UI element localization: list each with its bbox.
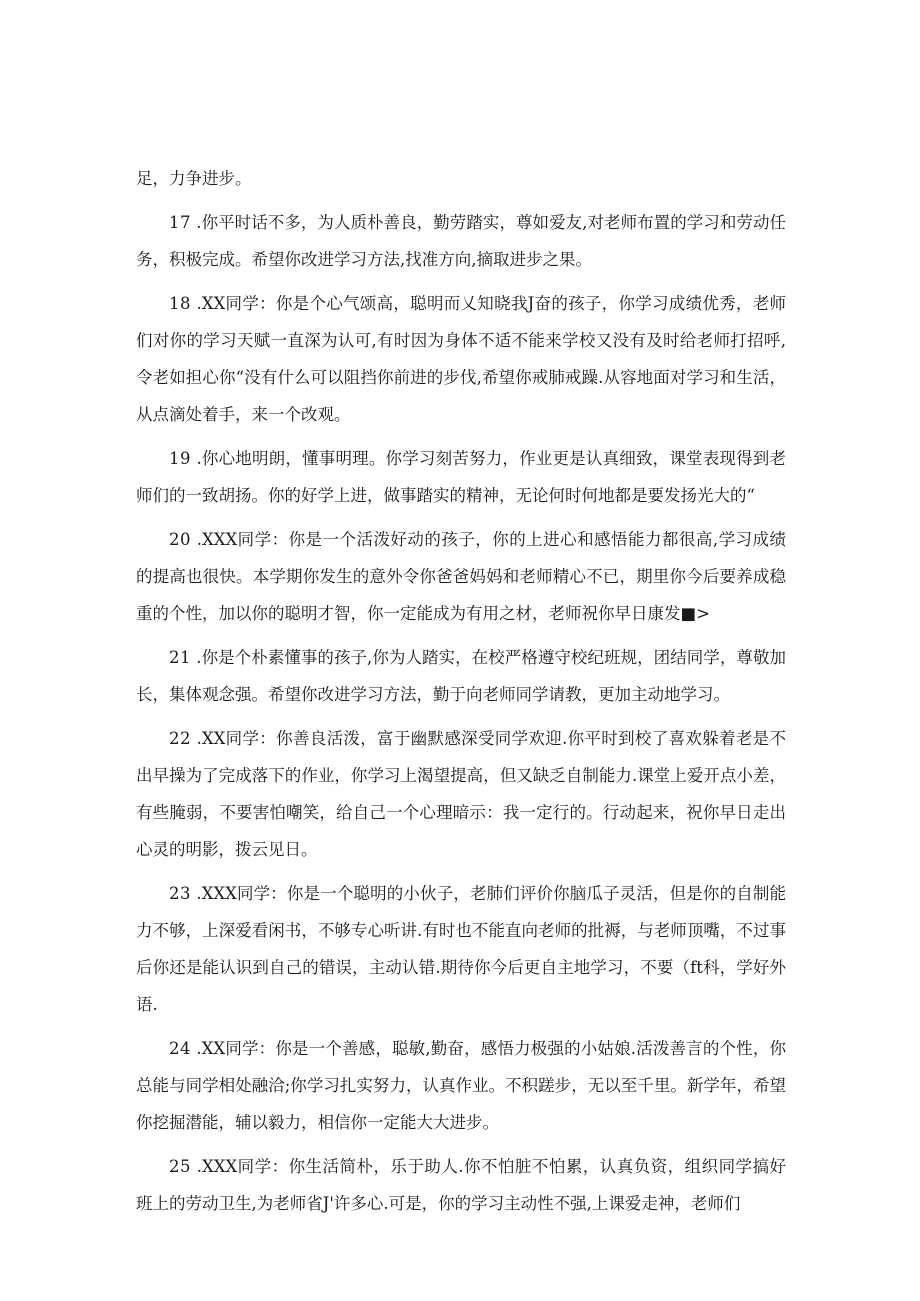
paragraph-text: .你心地明朗，懂事明理。你学习刻苦努力，作业更是认真细致，课堂表现得到老师们的一致胡扬。你的好学上进，做事踏实的精神，无论何时何地都是要发扬光大的“ — [136, 449, 787, 505]
paragraph-text: .XXX同学：你是一个活泼好动的孩子，你的上进心和感悟能力都很高,学习成绩的提高也很快。本学期你发生的意外令你爸爸妈妈和老师精心不已，期里你今后要养成稳重的个性，加以你的聪明才智，你一定能成为有用之材，老师祝你早日康发■> — [136, 530, 786, 623]
paragraph-number: 19 — [169, 449, 191, 468]
paragraph-17 — [136, 204, 786, 278]
paragraph-24 — [136, 1030, 786, 1141]
document-body — [136, 160, 786, 1229]
paragraph-23 — [136, 875, 786, 1023]
paragraph-text: .XX同学：你是一个善感，聪敏,勤奋，感悟力极强的小姑娘.活泼善言的个性，你总能与同学相处融洽;你学习扎实努力，认真作业。不积蹉步，无以至千里。新学年，希望你挖掘潜能，辅以毅力，相信你一定能大大进步。 — [136, 1039, 786, 1132]
paragraph-number: 21 — [169, 648, 191, 667]
paragraph-22 — [136, 720, 786, 868]
paragraph-continuation — [136, 160, 786, 197]
paragraph-text: .XXX同学：你生活简朴，乐于助人.你不怕脏不怕累，认真负资，组织同学搞好班上的劳动卫生,为老师省J'许多心.可是，你的学习主动性不强,上课爱走神，老师们 — [136, 1157, 786, 1213]
paragraph-19 — [136, 440, 786, 514]
paragraph-number: 18 — [169, 294, 191, 313]
paragraph-number: 25 — [169, 1157, 191, 1176]
paragraph-text: .XX同学：你是个心气颂高，聪明而乂知晓我J奋的孩子，你学习成绩优秀，老师们对你的学习天赋一直深为认可,有时因为身体不适不能来学校又没有及时给老师打招呼,令老如担心你“没有什么可以阻挡你前进的步伐,希望你戒肺戒躁.从容地面对学习和生活，从点滴处着手，来一个改观。 — [136, 294, 786, 424]
paragraph-text: .XX同学：你善良活泼，富于幽默感深受同学欢迎.你平时到校了喜欢躲着老是不出早操为了完成落下的作业，你学习上渴望提高，但又缺乏自制能力.课堂上爱开点小差，有些腌弱，不要害怕嘲笑，给自己一个心理暗示：我一定行的。行动起来，祝你早日走出心灵的明影，拨云见日。 — [136, 729, 787, 859]
paragraph-number: 20 — [169, 530, 191, 549]
paragraph-number: 23 — [169, 884, 191, 903]
paragraph-20 — [136, 521, 786, 632]
paragraph-18 — [136, 285, 786, 433]
paragraph-text: .你平时话不多，为人质朴善良，勤劳踏实，尊如爱友,对老师布置的学习和劳动任务，积极完成。希望你改进学习方法,找准方向,摘取进步之果。 — [136, 213, 786, 269]
paragraph-number: 17 — [169, 213, 191, 232]
paragraph-text: 足，力争进步。 — [136, 169, 252, 188]
paragraph-21 — [136, 639, 786, 713]
paragraph-text: .你是个朴素懂事的孩子,你为人踏实，在校严格遵守校纪班规，团结同学，尊敬加长，集体观念强。希望你改进学习方法，勤于向老师同学请教，更加主动地学习。 — [136, 648, 786, 704]
paragraph-number: 24 — [169, 1039, 191, 1058]
paragraph-number: 22 — [169, 729, 191, 748]
paragraph-25 — [136, 1148, 786, 1222]
paragraph-text: .XXX同学：你是一个聪明的小伙子，老肺们评价你脑瓜子灵活，但是你的自制能力不够，上深爱看闲书，不够专心听讲.有时也不能直向老师的批褥，与老师顶嘴，不过事后你还是能认识到自己的错误，主动认错.期待你今后更自主地学习，不要（ft科，学好外语. — [136, 884, 786, 1014]
